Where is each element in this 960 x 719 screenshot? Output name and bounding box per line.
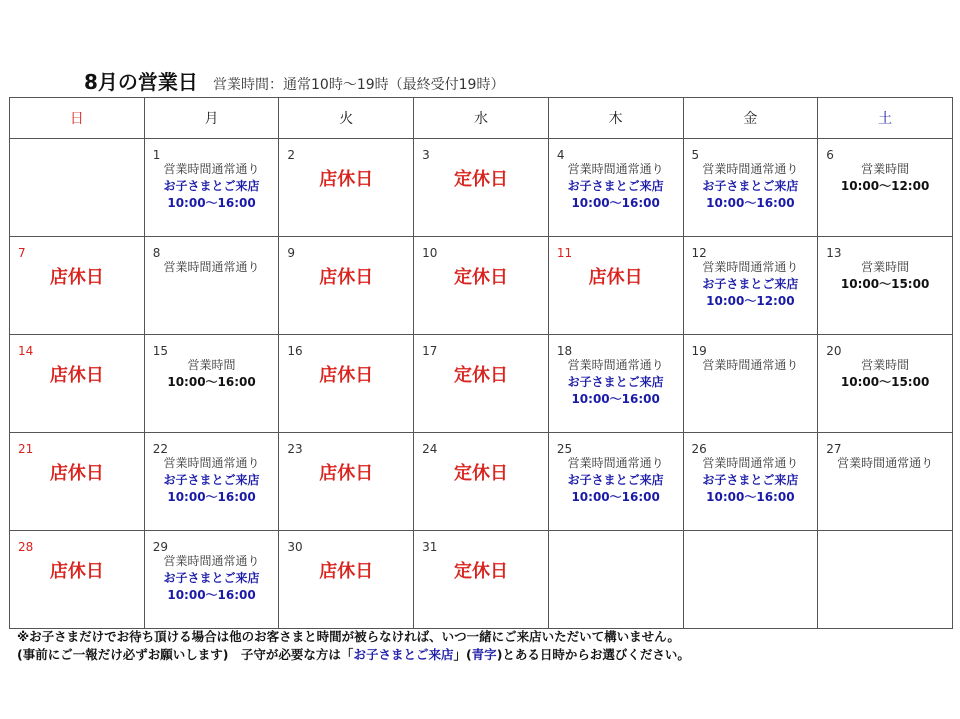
closed-day-label: 店休日 [319,267,374,288]
weekday-monday: 月 [144,98,279,139]
weekday-wednesday: 水 [414,98,549,139]
weekday-tuesday: 火 [279,98,414,139]
day-cell [548,335,683,433]
day-cell [414,531,549,629]
note-text: 」( [453,647,472,662]
closed-day-label: 定休日 [453,463,508,484]
weekday-friday: 金 [683,98,818,139]
day-number: 9 [287,246,296,260]
calendar-table [9,97,953,629]
day-cell [10,433,145,531]
closed-day-label: 店休日 [319,365,374,386]
hours-text: 営業時間通常通り [702,358,799,372]
business-hours-note: 営業時間：通常10時〜19時（最終受付19時） [213,77,505,93]
day-number: 6 [826,148,834,162]
calendar-week-row [10,531,953,629]
calendar-body [10,139,953,629]
day-number: 21 [18,442,34,456]
day-cell [818,433,953,531]
day-schedule [549,139,683,212]
hours-text: 営業時間 [861,260,910,274]
day-cell [414,237,549,335]
hours-time: 10:00〜16:00 [167,375,256,389]
kids-visit-line: お子さまとご来店 [702,473,799,487]
day-number: 2 [287,148,296,162]
day-number: 19 [691,344,707,358]
kids-visit-line: お子さまとご来店 [702,277,799,291]
note-blue-text-label: 青字 [471,647,497,662]
closed-day-label: 店休日 [319,463,374,484]
day-number: 7 [18,246,26,260]
closed-day-label: 店休日 [49,267,104,288]
closed-day-label: 店休日 [49,463,104,484]
note-line-1: ※お子さまだけでお待ち頂ける場合は他のお客さまと時間が被らなければ、いつ一緒にご来店いただいて構いません。 [17,629,680,644]
hours-text: 営業時間通常通り [702,162,799,176]
note-kids-label: お子さまとご来店 [353,647,454,662]
footer-notes [17,628,690,664]
closed-day-label: 定休日 [453,169,508,190]
day-cell [279,237,414,335]
weekday-header-row [10,98,953,139]
closed-day-label: 定休日 [453,561,508,582]
kids-visit-line: お子さまとご来店 [702,179,799,193]
hours-text: 営業時間通常通り [163,260,260,274]
kids-visit-line: 10:00〜16:00 [571,392,660,406]
day-cell [144,237,279,335]
day-cell [279,433,414,531]
day-cell [818,335,953,433]
note-text: (事前にご一報だけ必ずお願いします) 子守が必要な方は「 [17,647,354,662]
day-cell [414,433,549,531]
hours-text: 営業時間通常通り [702,456,799,470]
closed-day-label: 定休日 [453,267,508,288]
day-number: 22 [152,442,168,456]
day-cell [279,335,414,433]
hours-text: 営業時間通常通り [567,358,664,372]
day-cell [279,531,414,629]
weekday-thursday: 木 [548,98,683,139]
day-cell [683,237,818,335]
hours-text: 営業時間通常通り [567,456,664,470]
hours-text: 営業時間 [861,358,910,372]
calendar-week-row [10,237,953,335]
day-number: 26 [691,442,707,456]
kids-visit-line: お子さまとご来店 [163,571,260,585]
day-cell [414,139,549,237]
day-cell [548,433,683,531]
day-cell [683,335,818,433]
hours-text: 営業時間 [861,162,910,176]
kids-visit-line: お子さまとご来店 [567,375,664,389]
day-number: 23 [287,442,303,456]
day-number: 28 [18,540,34,554]
hours-text: 営業時間通常通り [163,162,260,176]
kids-visit-line: お子さまとご来店 [567,179,664,193]
hours-text: 営業時間通常通り [702,260,799,274]
day-schedule [145,139,279,212]
day-cell [144,531,279,629]
hours-text: 営業時間通常通り [163,554,260,568]
hours-text: 営業時間通常通り [837,456,934,470]
day-number: 3 [422,148,430,162]
day-number: 4 [556,148,565,162]
kids-visit-line: 10:00〜16:00 [167,196,256,210]
day-cell [414,335,549,433]
day-number: 15 [152,344,168,358]
closed-day-label: 店休日 [49,561,104,582]
empty-day-cell [683,531,818,629]
day-number: 27 [826,442,842,456]
kids-visit-line: 10:00〜16:00 [571,196,660,210]
day-number: 20 [826,344,842,358]
day-number: 30 [287,540,303,554]
day-cell [144,335,279,433]
day-cell [683,139,818,237]
hours-time: 10:00〜15:00 [840,277,930,291]
page-title: 8月の営業日 [84,70,198,94]
note-text: )とある日時からお選びください。 [496,647,690,662]
day-number: 12 [691,246,707,260]
closed-day-label: 店休日 [319,561,374,582]
day-number: 24 [422,442,438,456]
kids-visit-line: お子さまとご来店 [567,473,664,487]
day-cell [144,139,279,237]
kids-visit-line: 10:00〜16:00 [706,490,795,504]
day-schedule [684,139,818,212]
day-number: 1 [152,148,161,162]
day-schedule [145,237,279,276]
day-cell [10,531,145,629]
calendar-header [84,66,504,95]
calendar-week-row [10,335,953,433]
kids-visit-line: お子さまとご来店 [163,473,260,487]
empty-day-cell [548,531,683,629]
note-line-2 [17,646,690,664]
empty-day-cell [818,531,953,629]
day-number: 10 [422,246,438,260]
closed-day-label: 店休日 [319,169,374,190]
day-number: 17 [422,344,438,358]
day-number: 18 [556,344,573,358]
empty-day-cell [10,139,145,237]
day-number: 13 [826,246,842,260]
hours-text: 営業時間通常通り [567,162,664,176]
day-cell [818,139,953,237]
day-cell [683,433,818,531]
hours-time: 10:00〜15:00 [840,375,930,389]
day-number: 29 [152,540,168,554]
hours-text: 営業時間 [187,358,236,372]
kids-visit-line: お子さまとご来店 [163,179,260,193]
hours-text: 営業時間通常通り [163,456,260,470]
day-cell [548,237,683,335]
day-cell [10,237,145,335]
weekday-sunday: 日 [10,98,145,139]
hours-time: 10:00〜12:00 [840,179,930,193]
kids-visit-line: 10:00〜16:00 [167,490,256,504]
calendar-week-row [10,139,953,237]
day-number: 31 [422,540,438,554]
day-number: 8 [152,246,161,260]
day-cell [10,335,145,433]
kids-visit-line: 10:00〜16:00 [706,196,795,210]
weekday-saturday: 土 [818,98,953,139]
day-number: 16 [287,344,303,358]
kids-visit-line: 10:00〜16:00 [571,490,660,504]
day-cell [279,139,414,237]
day-cell [548,139,683,237]
day-number: 5 [691,148,700,162]
day-schedule [818,139,952,195]
day-cell [818,237,953,335]
kids-visit-line: 10:00〜12:00 [706,294,795,308]
day-cell [144,433,279,531]
closed-day-label: 店休日 [49,365,104,386]
day-number: 25 [556,442,573,456]
closed-day-label: 定休日 [453,365,508,386]
calendar-week-row [10,433,953,531]
kids-visit-line: 10:00〜16:00 [167,588,256,602]
day-number: 14 [18,344,34,358]
closed-day-label: 店休日 [588,267,643,288]
day-number: 11 [556,246,573,260]
